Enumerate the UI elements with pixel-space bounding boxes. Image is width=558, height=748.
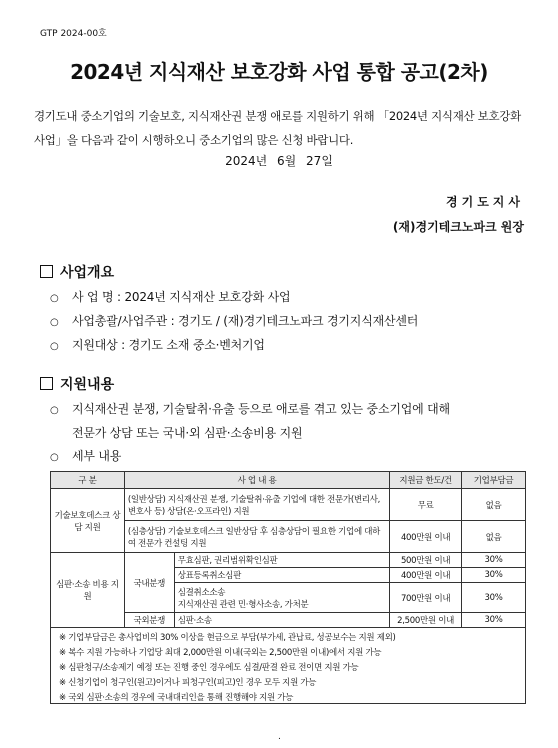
row-limit: 400만원 이내 <box>390 568 462 583</box>
row-burden: 30% <box>462 613 526 628</box>
row-limit: 무료 <box>390 489 462 521</box>
section-overview-label: 사업개요 <box>60 265 115 281</box>
issuer-technopark: (재)경기테크노파크 원장 <box>392 220 524 234</box>
intro-paragraph: 경기도내 중소기업의 기술보호, 지식재산권 분쟁 애로를 지원하기 위해 「2024년 지식재산 보호강화 사업」을 다음과 같이 시행하오니 중소기업의 많은 신청 바랍니다. <box>34 109 521 147</box>
square-bullet-icon <box>40 265 53 278</box>
document-code: GTP 2024-00호 <box>40 29 107 39</box>
overview-item-text: 사 업 명 : 2024년 지식재산 보호강화 사업 <box>72 290 291 304</box>
row-content: (심층상담) 기술보호데스크 일반상담 후 심층상담이 필요한 기업에 대하여 전문가 컨설팅 지원 <box>124 521 389 553</box>
support-detail-table <box>50 471 526 628</box>
overview-item <box>50 288 290 305</box>
row-content: (일반상담) 지식재산권 분쟁, 기술탈취·유출 기업에 대한 전문가(변리사, 변호사 등) 상담(온·오프라인) 지원 <box>124 489 389 521</box>
support-item-continuation: 전문가 상담 또는 국내·외 심판·소송비용 지원 <box>72 426 303 440</box>
note-line: ※ 신청기업이 청구인(원고)이거나 피청구인(피고)인 경우 모두 지원 가능 <box>59 678 317 688</box>
table-header-cell: 사 업 내 용 <box>124 472 389 489</box>
support-item-text: 지식재산권 분쟁, 기술탈취·유출 등으로 애로를 겪고 있는 중소기업에 대해 <box>72 402 450 416</box>
table-row <box>51 489 526 521</box>
row-burden: 30% <box>462 553 526 568</box>
support-item <box>50 447 121 464</box>
support-item <box>50 400 450 417</box>
table-row <box>51 553 526 568</box>
domestic-dispute-label: 국내분쟁 <box>124 553 174 613</box>
row-limit: 500만원 이내 <box>390 553 462 568</box>
section-support-heading <box>40 374 114 394</box>
row-content: 심판·소송 <box>174 613 389 628</box>
row-content <box>174 583 389 613</box>
group-label-litigation: 심판·소송 비용 지원 <box>51 553 125 628</box>
circle-bullet-icon: ○ <box>50 341 59 352</box>
row-limit: 400만원 이내 <box>390 521 462 553</box>
note-line: ※ 복수 지원 가능하나 기업당 최대 2,000만원 이내(국외는 2,500만원 이내)에서 지원 가능 <box>59 648 382 658</box>
table-header-cell: 구 분 <box>51 472 125 489</box>
row-content: 상표등록취소심판 <box>174 568 389 583</box>
overview-item-text: 사업총괄/사업주관 : 경기도 / (재)경기테크노파크 경기지식재산센터 <box>72 314 419 328</box>
row-burden: 없음 <box>462 521 526 553</box>
row-content-line: 지식재산권 관련 민·형사소송, 가처분 <box>177 599 309 610</box>
note-line: ※ 심판청구/소송제기 예정 또는 진행 중인 경우에도 심결/판결 완료 전이면 지원 가능 <box>59 663 359 673</box>
row-content: 무효심판, 권리범위확인심판 <box>174 553 389 568</box>
group-label-desk: 기술보호데스크 상담 지원 <box>51 489 125 553</box>
circle-bullet-icon: ○ <box>50 293 59 304</box>
page-mark: . <box>278 732 281 742</box>
announcement-date: 2024년 6월 27일 <box>225 154 333 168</box>
overview-item <box>50 312 418 329</box>
note-line: ※ 기업부담금은 총사업비의 30% 이상을 현금으로 부담(부가세, 관납료, 성공보수는 지원 제외) <box>59 633 396 643</box>
circle-bullet-icon: ○ <box>50 452 59 463</box>
overview-item-text: 지원대상 : 경기도 소재 중소·벤처기업 <box>72 338 265 352</box>
table-notes <box>50 628 526 704</box>
support-item-text: 세부 내용 <box>72 449 122 463</box>
table-header-cell: 기업부담금 <box>462 472 526 489</box>
overview-item <box>50 336 265 353</box>
table-header-row <box>51 472 526 489</box>
row-burden: 30% <box>462 583 526 613</box>
note-line: ※ 국외 심판·소송의 경우에 국내대리인을 통해 진행해야 지원 가능 <box>59 693 294 703</box>
square-bullet-icon <box>40 377 53 390</box>
circle-bullet-icon: ○ <box>50 317 59 328</box>
foreign-dispute-label: 국외분쟁 <box>124 613 174 628</box>
section-support-label: 지원내용 <box>60 377 115 393</box>
row-limit: 2,500만원 이내 <box>390 613 462 628</box>
row-content-line: 심결취소소송 <box>177 587 226 598</box>
issuer-governor: 경기도지사 <box>446 195 524 209</box>
row-burden: 없음 <box>462 489 526 521</box>
circle-bullet-icon: ○ <box>50 405 59 416</box>
document-title: 2024년 지식재산 보호강화 사업 통합 공고(2차) <box>70 60 488 84</box>
table-header-cell: 지원금 한도/건 <box>390 472 462 489</box>
row-burden: 30% <box>462 568 526 583</box>
row-limit: 700만원 이내 <box>390 583 462 613</box>
section-overview-heading <box>40 262 114 282</box>
